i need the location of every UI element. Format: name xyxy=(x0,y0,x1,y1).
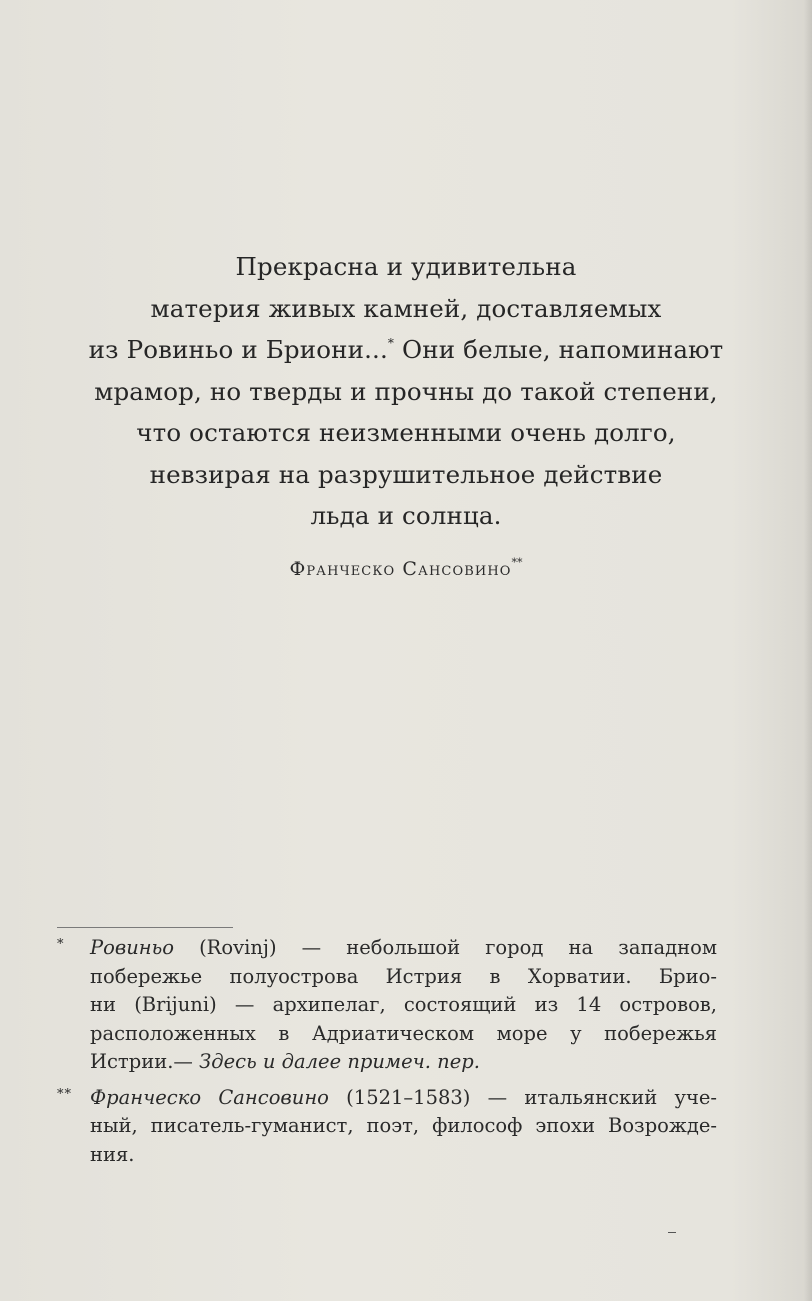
epigraph-line: что остаются неизменными очень долго, xyxy=(136,418,676,447)
epigraph-line xyxy=(40,329,772,371)
printer-mark xyxy=(668,1232,676,1233)
footnote-translator-note: Здесь и далее примеч. пер. xyxy=(199,1050,480,1073)
footnote-reference-1: * xyxy=(387,336,395,350)
epigraph xyxy=(40,246,772,537)
footnote-marker: ** xyxy=(57,1086,72,1102)
footnote-text: (Rovinj) — небольшой город на западном xyxy=(173,936,717,959)
epigraph-line: материя живых камней, доставляемых xyxy=(150,293,662,323)
attribution-author: Франческо Сансовино xyxy=(289,558,512,580)
footnote-marker: * xyxy=(57,937,65,952)
footnote-text: Истрии.— xyxy=(90,1050,200,1073)
epigraph-line-part: из Ровиньо и Бриони... xyxy=(88,335,388,364)
footnote-term: Франческо Сансовино xyxy=(90,1085,329,1109)
footnote-line: ния. xyxy=(90,1142,135,1166)
footnote-1 xyxy=(57,934,717,1077)
footnote-line: ни (Brijuni) — архипелаг, состоящий из 14 островов, xyxy=(90,993,717,1016)
epigraph-line: мрамор, но тверды и прочны до такой степени, xyxy=(94,376,718,406)
footnote-line xyxy=(90,1084,717,1113)
footnotes xyxy=(57,934,717,1176)
epigraph-attribution xyxy=(40,558,772,580)
footnote-line: расположенных в Адриатическом море у побережья xyxy=(90,1021,717,1045)
epigraph-line-part: Они белые, напоминают xyxy=(402,335,724,364)
footnote-2 xyxy=(57,1084,717,1170)
page-edge-shadow xyxy=(804,0,812,1301)
footnote-line xyxy=(90,1048,717,1077)
footnote-line xyxy=(90,934,717,963)
footnote-line: побережье полуострова Истрия в Хорватии. Брио- xyxy=(90,964,717,988)
footnote-separator xyxy=(57,927,233,928)
footnote-line: ный, писатель-гуманист, поэт, философ эпохи Возрожде- xyxy=(90,1114,717,1137)
epigraph-line: льда и солнца. xyxy=(310,501,502,530)
epigraph-line: Прекрасна и удивительна xyxy=(235,252,577,281)
epigraph-line: невзирая на разрушительное действие xyxy=(149,459,663,489)
footnote-reference-2: ** xyxy=(511,556,523,569)
footnote-text: (1521–1583) — итальянский уче- xyxy=(328,1085,717,1109)
footnote-term: Ровиньо xyxy=(90,936,174,959)
